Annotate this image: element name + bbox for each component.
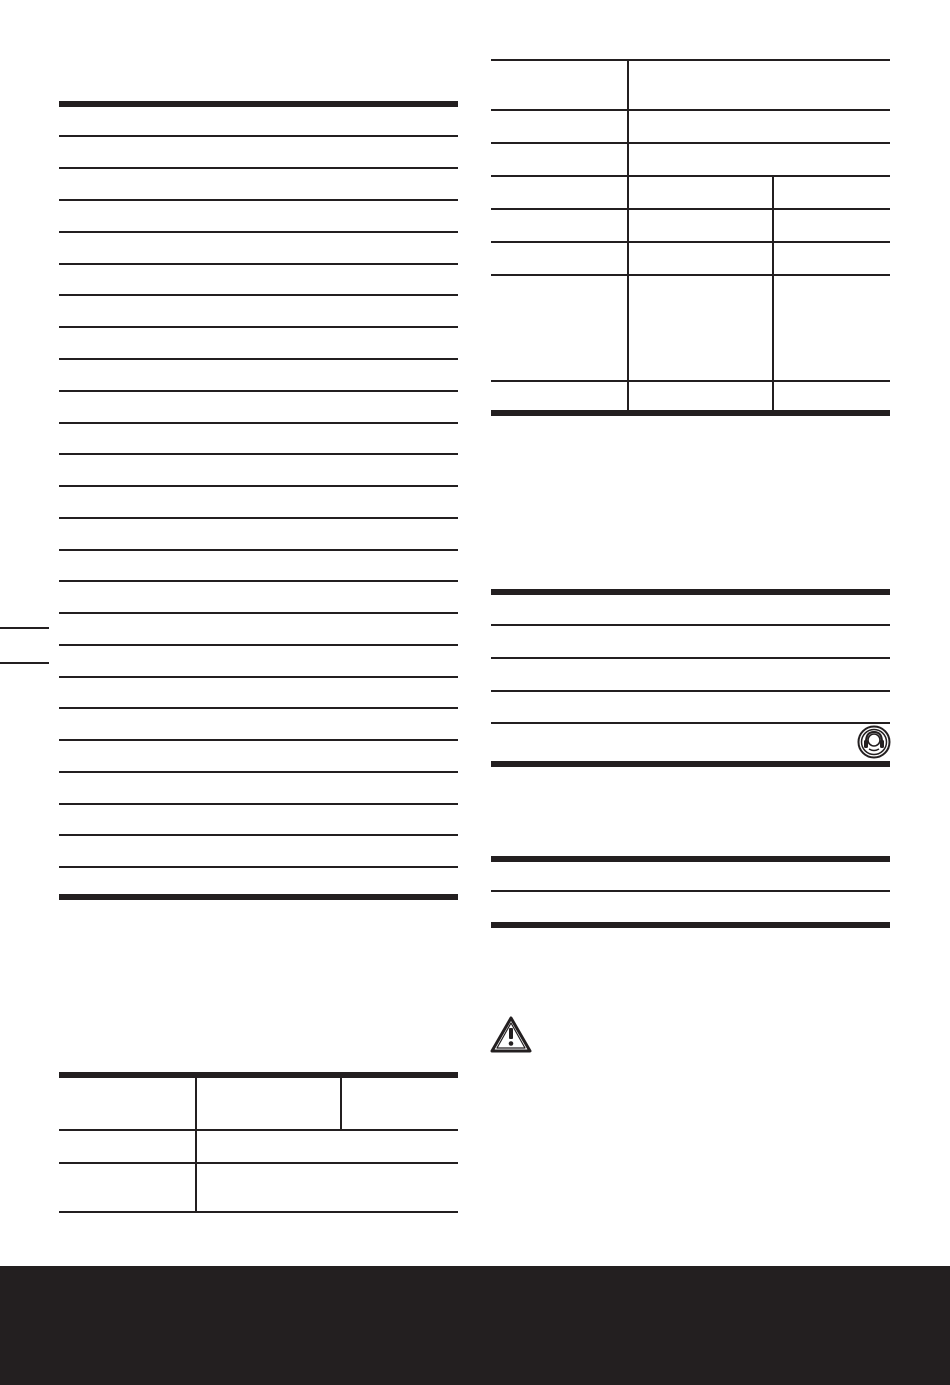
table-top-rule [59,101,458,107]
table-row [59,739,458,741]
warning-triangle-icon [489,1015,533,1055]
table-bottom-rule [491,922,890,928]
table-row [59,485,458,487]
table-row [59,1129,458,1131]
table-row [59,580,458,582]
table-row [59,517,458,519]
table-row [59,834,458,836]
table-top-rule [491,589,890,595]
table-row [59,707,458,709]
table-row [59,803,458,805]
table-row [491,59,890,61]
table-row [59,135,458,137]
table-row [59,644,458,646]
table-row [59,866,458,868]
table-row [491,109,890,111]
table-bottom-rule [491,410,890,416]
table-row [491,890,890,892]
table-row [59,263,458,265]
table-row [59,326,458,328]
table-row [491,208,890,210]
table-bottom-rule [59,894,458,900]
table-row [59,358,458,360]
table-row [491,175,890,177]
table-row [491,142,890,144]
table-row [59,612,458,614]
side-tab-marker-bottom [0,662,49,664]
column-divider [772,175,774,410]
page-footer-band [0,1266,950,1385]
side-tab-marker-top [0,627,49,629]
table-bottom-rule [491,761,890,767]
table-row [59,199,458,201]
table-row [59,422,458,424]
table-row [491,722,890,724]
table-row [59,231,458,233]
table-row [59,549,458,551]
column-divider [340,1072,342,1130]
table-row [491,690,890,692]
table-row [59,390,458,392]
table-row [59,676,458,678]
table-row [491,274,890,276]
table-row [59,771,458,773]
table-top-rule [491,856,890,862]
table-row [59,294,458,296]
ear-protection-icon [857,725,891,759]
table-row [59,1211,458,1213]
table-row [491,380,890,382]
table-row [491,657,890,659]
table-top-rule [59,1072,458,1078]
column-divider [627,59,629,410]
table-row [491,241,890,243]
table-row [491,624,890,626]
column-divider [195,1072,197,1212]
table-row [59,167,458,169]
table-row [59,453,458,455]
table-row [59,1162,458,1164]
